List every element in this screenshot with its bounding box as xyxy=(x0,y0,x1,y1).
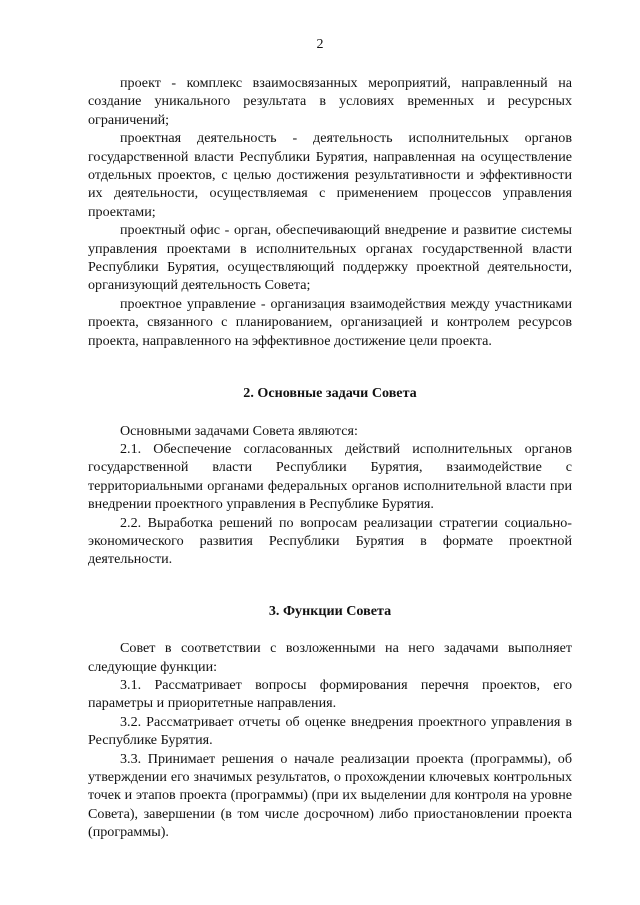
function-3-3: 3.3. Принимает решения о начале реализации проекта (программы), об утверждении его значимых результатов, о прохождении ключевых контрольных точек и этапов проекта (программы) (при их выделении для контроля на уровне Совета), завершении (в том числе досрочном) либо приостановлении проекта (программы). xyxy=(88,750,572,841)
definition-project-office: проектный офис - орган, обеспечивающий внедрение и развитие системы управления проектами в исполнительных органах государственной власти Республики Бурятия, осуществляющий поддержку проектной деятельности, организующий деятельность Совета; xyxy=(88,222,572,294)
task-2-1: 2.1. Обеспечение согласованных действий исполнительных органов государственной власти Республики Бурятия, взаимодействие с территориальными органами федеральных органов исполнительной власти при внедрении проектного управления в Республике Бурятия. xyxy=(88,440,572,513)
function-3-1: 3.1. Рассматривает вопросы формирования перечня проектов, его параметры и приоритетные направления. xyxy=(88,676,572,712)
document-body xyxy=(88,74,572,842)
page-number: 2 xyxy=(316,37,324,52)
definition-project-activity: проектная деятельность - деятельность исполнительных органов государственной власти Республики Бурятия, направленная на осуществление отдельных проектов, с целью достижения результативности и эффективности их деятельности, осуществляемая с применением процессов управления проектами; xyxy=(88,130,572,220)
definition-project: проект - комплекс взаимосвязанных мероприятий, направленный на создание уникального результата в условиях временных и ресурсных ограничений; xyxy=(88,75,572,128)
definition-project-management: проектное управление - организация взаимодействия между участниками проекта, связанного с планированием, организацией и контролем ресурсов проекта, направленного на эффективное достижение цели проекта. xyxy=(88,295,572,349)
section-heading-main-tasks: 2. Основные задачи Совета xyxy=(243,385,417,402)
tasks-intro: Основными задачами Совета являются: xyxy=(120,422,358,439)
functions-intro: Совет в соответствии с возложенными на него задачами выполняет следующие функции: xyxy=(88,640,572,675)
section-functions xyxy=(88,602,572,842)
section-main-tasks xyxy=(88,384,572,569)
section-heading-functions: 3. Функции Совета xyxy=(268,602,392,619)
task-2-2: 2.2. Выработка решений по вопросам реализации стратегии социально-экономического развития Республики Бурятия в формате проектной деятельности. xyxy=(88,514,572,568)
function-3-2: 3.2. Рассматривает отчеты об оценке внедрения проектного управления в Республике Бурятия. xyxy=(88,713,572,749)
definitions-block xyxy=(88,74,572,350)
